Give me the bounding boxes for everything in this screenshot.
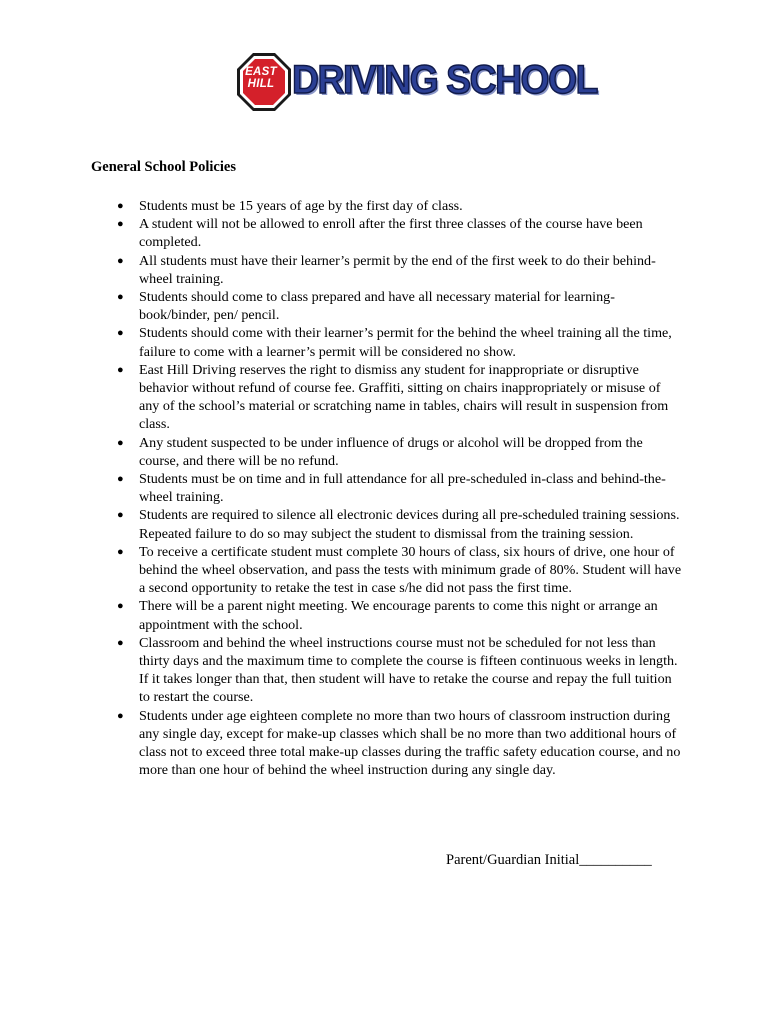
policy-item xyxy=(117,288,684,324)
bullet-icon: ● xyxy=(117,200,124,212)
policy-text: All students must have their learner’s permit by the end of the first week to do their behind-wheel training. xyxy=(139,252,656,287)
bullet-icon: ● xyxy=(117,600,124,613)
policy-text: Classroom and behind the wheel instructions course must not be scheduled for not less than thirty days and the maximum time to complete the course is fifteen continuous weeks in length. If it takes longer than that, then student will have to retake the course and repay the full tuition to restart the course. xyxy=(139,634,678,706)
bullet-icon: ● xyxy=(117,545,124,558)
policy-item xyxy=(117,634,684,707)
sign-line-east: EAST xyxy=(245,66,277,78)
parent-initial-line: Parent/Guardian Initial__________ xyxy=(446,852,652,868)
policy-text: A student will not be allowed to enroll after the first three classes of the course have been completed. xyxy=(139,216,643,251)
policy-text: Students are required to silence all electronic devices during all pre-scheduled training sessions. Repeated failure to do so may subject the student to dismissal from the training session. xyxy=(139,507,680,542)
policy-item xyxy=(117,361,684,434)
bullet-icon: ● xyxy=(117,509,124,522)
policy-text: Students should come with their learner’s permit for the behind the wheel training all the time, failure to come with a learner’s permit will be considered no show. xyxy=(139,325,672,360)
policy-text: Students should come to class prepared and have all necessary material for learning-book/binder, pen/ pencil. xyxy=(139,289,615,324)
policy-text: East Hill Driving reserves the right to dismiss any student for inappropriate or disruptive behavior without refund of course fee. Graffiti, sitting on chairs inappropriately or misuse of any of the school’s material or scratching name in tables, chairs will result in suspension from class. xyxy=(139,361,669,433)
bullet-icon: ● xyxy=(117,709,124,722)
logo-wordmark: DRIVING SCHOOL xyxy=(292,58,597,102)
policy-text: To receive a certificate student must complete 30 hours of class, six hours of drive, one hour of behind the wheel observation, and pass the tests with minimum grade of 80%. Student will have a second opportunity to retake the test in case s/he did not pass the first time. xyxy=(139,543,682,597)
policy-item xyxy=(117,197,684,215)
policy-item xyxy=(117,707,684,780)
policy-text: Any student suspected to be under influence of drugs or alcohol will be dropped from the course, and there will be no refund. xyxy=(139,434,643,469)
stop-sign-icon xyxy=(236,52,296,112)
policy-item xyxy=(117,543,684,598)
policy-text: There will be a parent night meeting. We encourage parents to come this night or arrange an appointment with the school. xyxy=(139,598,658,633)
policy-item xyxy=(117,324,684,360)
sign-line-hill: HILL xyxy=(247,78,275,90)
policy-list xyxy=(117,197,684,780)
school-logo xyxy=(236,50,597,116)
policy-item xyxy=(117,470,684,506)
policy-text: Students must be on time and in full attendance for all pre-scheduled in-class and behind-the-wheel training. xyxy=(139,471,666,506)
bullet-icon: ● xyxy=(117,218,124,231)
policy-item xyxy=(117,434,684,470)
bullet-icon: ● xyxy=(117,363,124,376)
bullet-icon: ● xyxy=(117,436,124,449)
policy-text: Students must be 15 years of age by the first day of class. xyxy=(139,198,463,214)
sign-text xyxy=(236,66,286,90)
bullet-icon: ● xyxy=(117,473,124,486)
policy-item xyxy=(117,597,684,633)
policy-item xyxy=(117,252,684,288)
bullet-icon: ● xyxy=(117,327,124,340)
policy-item xyxy=(117,215,684,251)
policy-text: Students under age eighteen complete no more than two hours of classroom instruction during any single day, except for make-up classes which shall be no more than two additional hours of class not to exceed three total make-up classes during the traffic safety education course, and no more than one hour of behind the wheel instruction during any single day. xyxy=(139,707,681,779)
page-heading: General School Policies xyxy=(91,159,236,175)
bullet-icon: ● xyxy=(117,254,124,267)
policy-item xyxy=(117,506,684,542)
bullet-icon: ● xyxy=(117,636,124,649)
bullet-icon: ● xyxy=(117,291,124,304)
